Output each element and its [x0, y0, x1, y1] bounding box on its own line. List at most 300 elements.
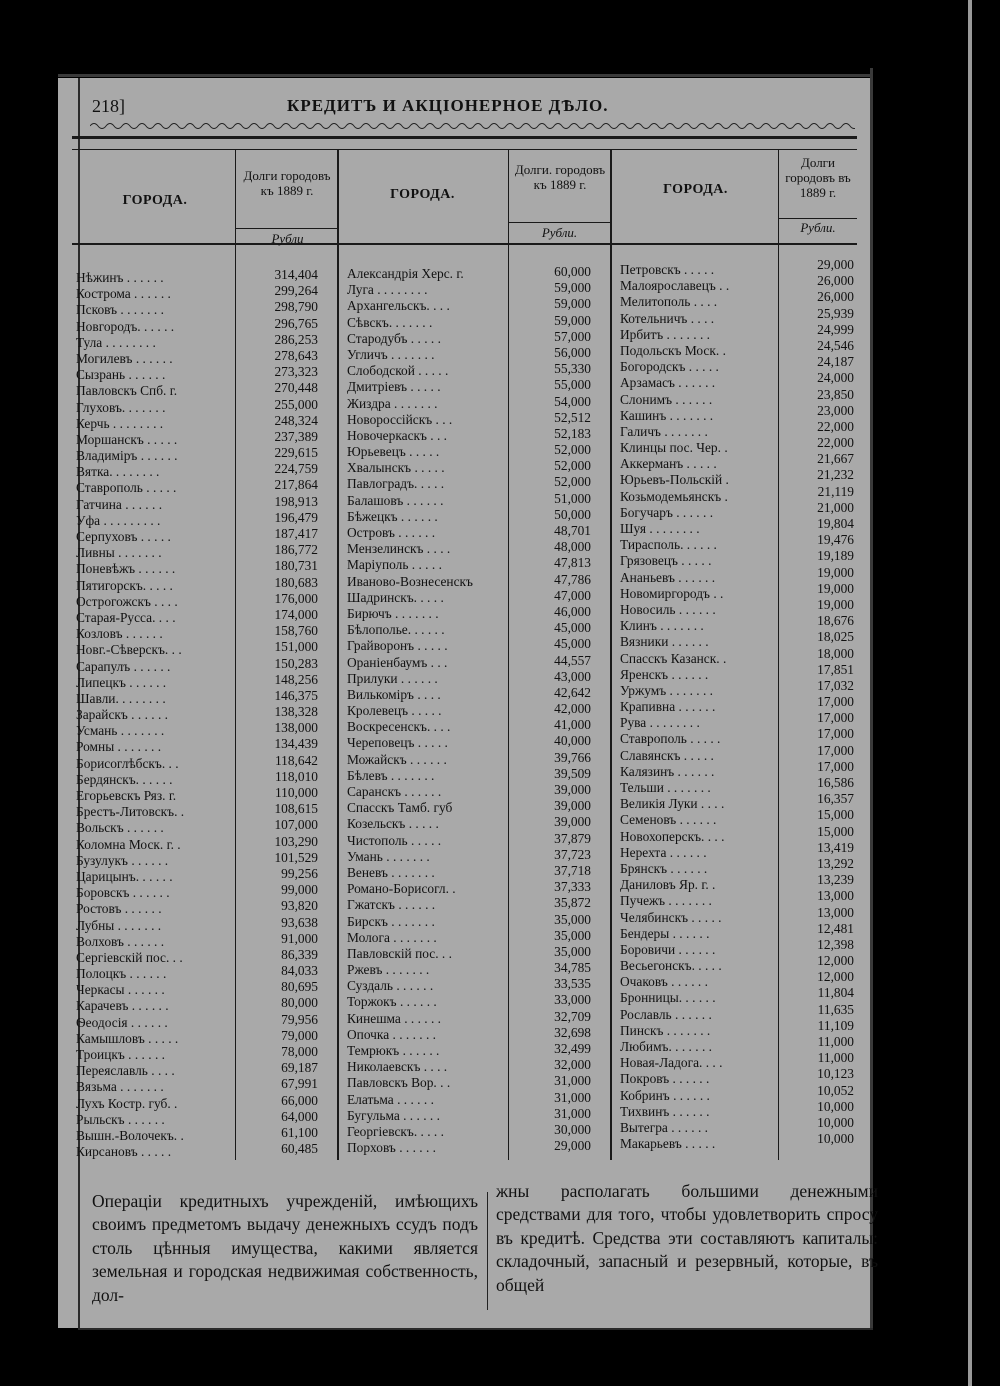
city-name: Петровскъ . . . . .: [620, 262, 715, 277]
city-name: Торжокъ . . . . . .: [347, 994, 437, 1010]
debt-value: 37,723: [554, 846, 591, 862]
body-text-left: Операціи кредитныхъ учрежденій, имѣющихъ своимъ предметомъ выдачу денежныхъ ссудъ подъ столь цѣнныя имущества, какими является земельная и городская недвижимая собственность, дол-: [92, 1191, 478, 1305]
city-name: Сѣвскъ. . . . . . .: [347, 314, 433, 330]
debt-value: 18,676: [817, 613, 854, 629]
city-name: Шуя . . . . . . . .: [620, 521, 700, 536]
debt-value: 66,000: [281, 1092, 318, 1108]
city-name: Павловскъ Вор. . .: [347, 1075, 451, 1091]
debt-value: 93,638: [281, 914, 318, 930]
city-name: Керчь . . . . . . . .: [76, 415, 164, 431]
debt-value: 52,000: [554, 474, 591, 490]
debt-value: 35,000: [554, 927, 591, 943]
debt-value: 13,239: [817, 872, 854, 888]
debt-value: 17,000: [817, 742, 854, 758]
debt-value: 60,000: [554, 264, 591, 279]
city-name: Вышн.-Волочекъ. .: [76, 1127, 184, 1143]
city-name: Грязовецъ . . . . .: [620, 553, 712, 569]
body-paragraph-right: [496, 1180, 878, 1297]
city-name: Луга . . . . . . . .: [347, 282, 428, 298]
city-name: Новг.-Сѣверскъ. . .: [76, 642, 182, 658]
debt-value: 99,256: [281, 865, 318, 881]
debt-value: 12,481: [817, 920, 854, 936]
body-text-right: жны располагать большими денежными средствами для того, чтобы удовлетворить спросу въ кредитѣ. Средства эти составляютъ капиталы: складочный, запасный и резервный, которые, въ общей: [496, 1181, 878, 1295]
city-name: Уржумъ . . . . . . .: [620, 682, 714, 698]
city-name: Царицынъ. . . . . .: [76, 868, 173, 884]
debt-value: 15,000: [817, 823, 854, 839]
debt-value: 19,000: [817, 596, 854, 612]
debt-value: 110,000: [274, 785, 318, 800]
city-name: Саранскъ . . . . . .: [347, 784, 442, 799]
city-name: Сарапулъ . . . . . .: [76, 658, 171, 674]
city-name: Рославль . . . . . .: [620, 1006, 712, 1022]
debt-value: 55,330: [554, 361, 591, 377]
city-name: Пучежъ . . . . . . .: [620, 893, 712, 909]
debt-value-list: [240, 267, 318, 1157]
city-name: Балашовъ . . . . . .: [347, 492, 444, 508]
debt-value: 180,683: [274, 574, 318, 590]
debt-value: 79,000: [281, 1027, 318, 1043]
debt-value: 35,000: [554, 911, 591, 927]
city-name: Бѣлополье. . . . . .: [347, 622, 445, 638]
city-name: Бендеры . . . . . .: [620, 925, 710, 941]
city-name: Моршанскъ . . . . .: [76, 431, 178, 447]
city-name: Богородскъ . . . . .: [620, 359, 719, 375]
frame-top-rule: [58, 74, 873, 77]
city-name: Новая-Ладога. . . .: [620, 1055, 723, 1071]
debt-value: 298,790: [274, 299, 318, 315]
column-header-cities: ГОРОДА.: [122, 193, 188, 208]
debt-value: 278,643: [274, 347, 318, 363]
city-name: Галичъ . . . . . . .: [620, 423, 708, 439]
debt-value: 52,512: [554, 409, 591, 425]
city-name: Троицкъ . . . . . .: [76, 1047, 165, 1062]
debt-value: 19,804: [817, 516, 854, 531]
city-name: Елатьма . . . . . .: [347, 1091, 434, 1107]
frame-bottom-rule: [78, 1328, 873, 1330]
debt-value: 11,000: [817, 1034, 854, 1049]
city-name: Ананьевъ . . . . . .: [620, 569, 716, 585]
debt-value: 47,786: [554, 571, 591, 587]
city-name: Челябинскъ . . . . .: [620, 909, 722, 925]
debt-value: 21,119: [817, 483, 854, 499]
city-name: Волховъ . . . . . .: [76, 933, 165, 949]
debt-value: 23,000: [817, 402, 854, 418]
city-name: Кашинъ . . . . . . .: [620, 407, 714, 423]
debt-value: 10,000: [817, 1098, 854, 1114]
column-header-debt: Долги городовъ къ 1889 г.: [243, 168, 331, 198]
debt-value: 16,586: [817, 775, 854, 790]
debt-value: 12,000: [817, 953, 854, 969]
debt-value: 32,000: [554, 1057, 591, 1073]
city-name: Вольскъ . . . . . .: [76, 820, 164, 836]
column-header-cities: ГОРОДА.: [663, 182, 728, 197]
body-paragraph-left: [92, 1190, 478, 1307]
column-rule: [235, 150, 236, 1160]
city-name: Котельничъ . . . .: [620, 310, 715, 326]
city-name: Ставрополь . . . . .: [76, 480, 177, 496]
debt-value: 196,479: [274, 509, 318, 525]
debt-value: 39,766: [554, 749, 591, 765]
city-name: Гжатскъ . . . . . .: [347, 897, 436, 913]
text-column-divider: [487, 1192, 488, 1310]
debt-value: 26,000: [817, 289, 854, 305]
city-name: Глуховъ. . . . . . .: [76, 399, 166, 415]
city-name: Бронницы. . . . . .: [620, 990, 716, 1006]
debt-value: 273,323: [274, 364, 318, 380]
debt-value: 52,000: [554, 458, 591, 474]
debt-value: 48,701: [554, 523, 591, 538]
city-name: Рыльскъ . . . . . .: [76, 1111, 165, 1127]
city-name: Угличъ . . . . . . .: [347, 346, 435, 362]
city-name: Павлоградъ. . . . .: [347, 476, 445, 492]
city-name: Коломна Моск. г. .: [76, 836, 181, 852]
debt-value: 13,419: [817, 839, 854, 855]
city-name: Славянскъ . . . . .: [620, 747, 714, 763]
city-name: Юрьевецъ . . . . .: [347, 444, 440, 460]
city-name: Можайскъ . . . . . .: [347, 751, 447, 767]
city-name: Очаковъ . . . . . .: [620, 974, 708, 990]
column-header-cities: ГОРОДА.: [390, 187, 455, 202]
city-name: Брестъ-Литовскъ. .: [76, 804, 185, 820]
city-name: Шавли. . . . . . . .: [76, 690, 166, 706]
debt-value: 24,546: [817, 337, 854, 353]
city-name: Архангельскъ. . . .: [347, 298, 450, 314]
table-top-rule: [72, 136, 857, 139]
city-name: Тула . . . . . . . .: [76, 334, 156, 350]
city-name: Новосиль . . . . . .: [620, 601, 716, 617]
debt-value: 11,804: [817, 985, 854, 1001]
debt-value: 69,187: [281, 1060, 318, 1076]
city-name: Дмитріевъ . . . . .: [347, 379, 441, 395]
city-name: Новочеркаскъ . . .: [347, 427, 448, 443]
debt-value: 40,000: [554, 733, 591, 749]
debt-value: 17,000: [817, 758, 854, 774]
city-name: Ромны . . . . . . .: [76, 739, 162, 755]
debt-value: 17,000: [817, 694, 854, 710]
debt-value: 93,820: [281, 898, 318, 914]
debt-value: 13,000: [817, 888, 854, 904]
table-header-bottom-rule: [72, 243, 857, 245]
city-name: Стародубъ . . . . .: [347, 330, 441, 346]
debt-value: 60,485: [281, 1141, 318, 1157]
city-name: Аккерманъ . . . . .: [620, 456, 717, 472]
city-name: Кролевецъ . . . . .: [347, 703, 442, 719]
column-rule: [337, 150, 339, 1160]
column-rule: [778, 150, 779, 1160]
debt-value: 180,731: [274, 558, 318, 574]
city-name: Псковъ . . . . . . .: [76, 302, 164, 318]
city-name: Ставрополь . . . . .: [620, 731, 721, 747]
city-name: Козельскъ . . . . .: [347, 816, 439, 832]
city-name: Липецкъ . . . . . .: [76, 674, 167, 690]
debt-value: 31,000: [554, 1105, 591, 1121]
debt-value: 86,339: [281, 946, 318, 962]
debt-value: 11,000: [817, 1050, 854, 1066]
frame-right-rule: [870, 68, 873, 1330]
city-name: Богучаръ . . . . . .: [620, 504, 714, 520]
city-name-list: [347, 266, 505, 1156]
city-name: Острогожскъ . . . .: [76, 593, 178, 609]
debt-value: 11,635: [817, 1001, 854, 1017]
debt-value: 67,991: [281, 1076, 318, 1092]
city-name: Боровичи . . . . . .: [620, 941, 716, 957]
city-name: Егорьевскъ Ряз. г.: [76, 788, 177, 803]
column-header-unit: Рубли.: [800, 220, 836, 235]
city-name: Островъ . . . . . .: [347, 525, 436, 540]
unit-rule: [236, 228, 337, 229]
city-name: Бугульма . . . . . .: [347, 1107, 440, 1123]
debt-value: 43,000: [554, 668, 591, 684]
debt-value: 174,000: [274, 606, 318, 622]
city-name: Тирасполь. . . . . .: [620, 537, 717, 553]
debt-value: 54,000: [554, 393, 591, 409]
city-name: Владиміръ . . . . . .: [76, 448, 178, 464]
wavy-rule: [90, 118, 855, 132]
column-header-debt: Долги. городовъ къ 1889 г.: [514, 162, 606, 192]
unit-rule: [509, 222, 610, 223]
city-name-list: [620, 262, 776, 1152]
debt-value: 150,283: [274, 655, 318, 671]
debt-value: 84,033: [281, 963, 318, 979]
city-name: Бѣжецкъ . . . . . .: [347, 508, 438, 524]
debt-value: 24,187: [817, 354, 854, 370]
city-name: Покровъ . . . . . .: [620, 1071, 710, 1087]
debt-value: 12,398: [817, 936, 854, 952]
debt-value: 52,183: [554, 425, 591, 441]
city-name: Бирючъ . . . . . . .: [347, 605, 439, 621]
city-name: Сызрань . . . . . .: [76, 367, 166, 383]
city-name: Яренскъ . . . . . .: [620, 666, 709, 682]
city-name: Вятка. . . . . . . .: [76, 464, 160, 480]
city-name: Любимъ. . . . . . .: [620, 1039, 712, 1054]
city-name: Карачевъ . . . . . .: [76, 998, 169, 1014]
city-name: Пинскъ . . . . . . .: [620, 1022, 711, 1038]
debt-value: 31,000: [554, 1073, 591, 1089]
debt-value: 29,000: [554, 1138, 591, 1154]
debt-value: 22,000: [817, 435, 854, 451]
city-name: Георгіевскъ. . . . .: [347, 1123, 444, 1139]
city-name: Иваново-Вознесенскъ: [347, 573, 473, 589]
city-name: Малоярославецъ . .: [620, 278, 730, 294]
city-name: Павловскій пос. . .: [347, 945, 452, 961]
debt-value: 30,000: [554, 1121, 591, 1137]
city-name: Даниловъ Яр. г. .: [620, 877, 716, 893]
debt-value: 10,000: [817, 1131, 854, 1147]
debt-value: 46,000: [554, 603, 591, 619]
debt-value: 35,000: [554, 943, 591, 959]
city-name: Череповецъ . . . . .: [347, 735, 448, 751]
city-name: Вытегра . . . . . .: [620, 1119, 709, 1135]
debt-value: 138,328: [274, 704, 318, 720]
city-name: Порховъ . . . . . .: [347, 1140, 437, 1156]
city-name: Камышловъ . . . . .: [76, 1030, 179, 1046]
city-name: Подольскъ Моск. .: [620, 342, 726, 358]
debt-value: 13,292: [817, 855, 854, 871]
city-name: Чистополь . . . . .: [347, 832, 442, 848]
city-name: Бузулукъ . . . . . .: [76, 852, 169, 868]
city-name: Ростовъ . . . . . .: [76, 901, 162, 917]
city-name: Спасскъ Казанск. .: [620, 650, 727, 666]
city-name: Черкасы . . . . . .: [76, 982, 165, 998]
debt-value: 39,000: [554, 798, 591, 814]
city-name: Новороссійскъ . . .: [347, 411, 453, 427]
debt-value-list: [782, 257, 854, 1147]
debt-value: 32,709: [554, 1008, 591, 1024]
debt-value: 10,000: [817, 1114, 854, 1130]
debt-value: 37,879: [554, 830, 591, 846]
debt-value: 57,000: [554, 328, 591, 344]
debt-value: 138,000: [274, 720, 318, 736]
city-name: Павловскъ Спб. г.: [76, 383, 178, 399]
city-name: Пятигорскъ. . . . .: [76, 577, 173, 593]
city-name: Ѳеодосія . . . . . .: [76, 1014, 168, 1030]
debt-value: 17,000: [817, 726, 854, 742]
city-name: Усмань . . . . . . .: [76, 723, 165, 739]
city-name: Опочка . . . . . . .: [347, 1026, 437, 1042]
city-name: Мелитополь . . . .: [620, 294, 718, 310]
city-name: Мензелинскъ . . . .: [347, 541, 451, 557]
debt-value: 299,264: [274, 283, 318, 299]
debt-value: 39,000: [554, 782, 591, 797]
debt-value: 176,000: [274, 590, 318, 606]
city-name: Семеновъ . . . . . .: [620, 812, 717, 828]
city-name: Вязники . . . . . .: [620, 634, 709, 650]
debt-value: 148,256: [274, 671, 318, 687]
debt-value: 79,956: [281, 1011, 318, 1027]
debt-value: 59,000: [554, 312, 591, 328]
city-name: Бердянскъ. . . . . .: [76, 771, 173, 787]
debt-value: 15,000: [817, 807, 854, 823]
city-name: Кинешма . . . . . .: [347, 1010, 442, 1026]
debt-value: 42,642: [554, 684, 591, 700]
debt-value: 64,000: [281, 1108, 318, 1124]
debt-value: 24,999: [817, 321, 854, 337]
debt-value: 52,000: [554, 442, 591, 458]
debt-value: 18,000: [817, 645, 854, 661]
city-name: Сергіевскій пос. . .: [76, 949, 183, 965]
city-name: Серпуховъ . . . . .: [76, 529, 171, 544]
city-name: Грайворонъ . . . . .: [347, 638, 448, 654]
debt-value: 32,698: [554, 1024, 591, 1040]
city-name: Кострома . . . . . .: [76, 286, 171, 302]
debt-value: 107,000: [274, 817, 318, 833]
debt-value: 101,529: [274, 849, 318, 865]
debt-value: 35,872: [554, 895, 591, 911]
city-name: Умань . . . . . . .: [347, 848, 430, 864]
debt-value: 22,000: [817, 418, 854, 434]
city-name: Арзамасъ . . . . . .: [620, 375, 716, 391]
page-number: 218]: [92, 96, 125, 116]
city-name: Брянскъ . . . . . .: [620, 860, 708, 876]
city-name: Козловъ . . . . . .: [76, 626, 163, 642]
city-name: Великія Луки . . . .: [620, 796, 725, 812]
debt-value: 13,000: [817, 904, 854, 920]
scan-edge: [968, 0, 972, 1386]
debt-value: 21,667: [817, 451, 854, 467]
debt-value: 48,000: [554, 539, 591, 555]
city-name: Кирсановъ . . . . .: [76, 1144, 172, 1160]
debt-value: 80,695: [281, 979, 318, 995]
city-name: Прилуки . . . . . .: [347, 670, 438, 686]
city-name: Маріуполь . . . . .: [347, 557, 442, 573]
city-name: Клинцы пос. Чер. .: [620, 440, 728, 456]
debt-value: 103,290: [274, 833, 318, 849]
city-name: Ораніенбаумъ . . .: [347, 654, 448, 670]
city-name: Калязинъ . . . . . .: [620, 763, 715, 779]
city-name: Уфа . . . . . . . . .: [76, 512, 161, 528]
city-name: Николаевскъ . . . .: [347, 1059, 448, 1075]
debt-value: 26,000: [817, 273, 854, 289]
city-name: Лухъ Костр. губ. .: [76, 1095, 178, 1111]
city-name: Кобринъ . . . . . .: [620, 1087, 710, 1103]
debt-value: 37,333: [554, 879, 591, 895]
city-name: Александрія Херс. г.: [347, 266, 464, 281]
city-name: Гатчина . . . . . .: [76, 496, 163, 512]
debt-value: 33,000: [554, 992, 591, 1008]
city-name: Ливны . . . . . . .: [76, 545, 162, 561]
unit-rule: [779, 218, 857, 219]
debt-value: 34,785: [554, 960, 591, 976]
debt-value: 16,357: [817, 791, 854, 807]
table-header-rule: [72, 149, 857, 150]
city-name: Рува . . . . . . . .: [620, 715, 700, 731]
debt-value: 237,389: [274, 428, 318, 444]
city-name: Борисоглѣбскъ. . .: [76, 755, 179, 771]
debt-value: 31,000: [554, 1089, 591, 1105]
city-name: Спасскъ Тамб. губ: [347, 800, 453, 816]
debt-value: 56,000: [554, 344, 591, 360]
debt-value: 186,772: [274, 542, 318, 558]
city-name: Могилевъ . . . . . .: [76, 350, 173, 366]
city-name: Старая-Русса. . . .: [76, 609, 176, 625]
debt-value: 32,499: [554, 1041, 591, 1056]
debt-value: 11,109: [817, 1017, 854, 1033]
debt-value: 47,813: [554, 555, 591, 571]
city-name: Вилькоміръ . . . .: [347, 686, 441, 702]
debt-value: 41,000: [554, 717, 591, 733]
debt-value: 19,000: [817, 564, 854, 580]
debt-value: 23,850: [817, 386, 854, 402]
city-name: Бирскъ . . . . . . .: [347, 913, 435, 929]
city-name: Бѣлевъ . . . . . . .: [347, 767, 435, 783]
column-rule: [610, 150, 612, 1160]
city-name: Юрьевъ-Польскій .: [620, 472, 729, 488]
city-name: Ржевъ . . . . . . .: [347, 962, 430, 978]
debt-value: 33,535: [554, 976, 591, 992]
city-name: Слободской . . . . .: [347, 363, 449, 379]
debt-value: 47,000: [554, 587, 591, 603]
debt-value: 19,000: [817, 580, 854, 596]
debt-value: 224,759: [274, 461, 318, 477]
city-name: Переяславль . . . .: [76, 1063, 175, 1079]
city-name: Нѣжинъ . . . . . .: [76, 270, 164, 285]
city-name: Воскресенскъ. . . .: [347, 719, 451, 735]
debt-value: 19,476: [817, 532, 854, 548]
debt-value: 39,000: [554, 814, 591, 830]
city-name: Вязьма . . . . . . .: [76, 1079, 164, 1095]
debt-value: 270,448: [274, 380, 318, 396]
debt-value: 12,000: [817, 969, 854, 985]
debt-value: 29,000: [817, 257, 854, 272]
debt-value: 187,417: [274, 526, 318, 541]
city-name: Жиздра . . . . . . .: [347, 395, 438, 411]
debt-value: 51,000: [554, 490, 591, 506]
debt-value: 45,000: [554, 620, 591, 636]
city-name: Суздаль . . . . . .: [347, 978, 434, 994]
debt-value-list: [513, 264, 591, 1154]
debt-value: 248,324: [274, 412, 318, 428]
city-name: Клинъ . . . . . . .: [620, 618, 704, 634]
